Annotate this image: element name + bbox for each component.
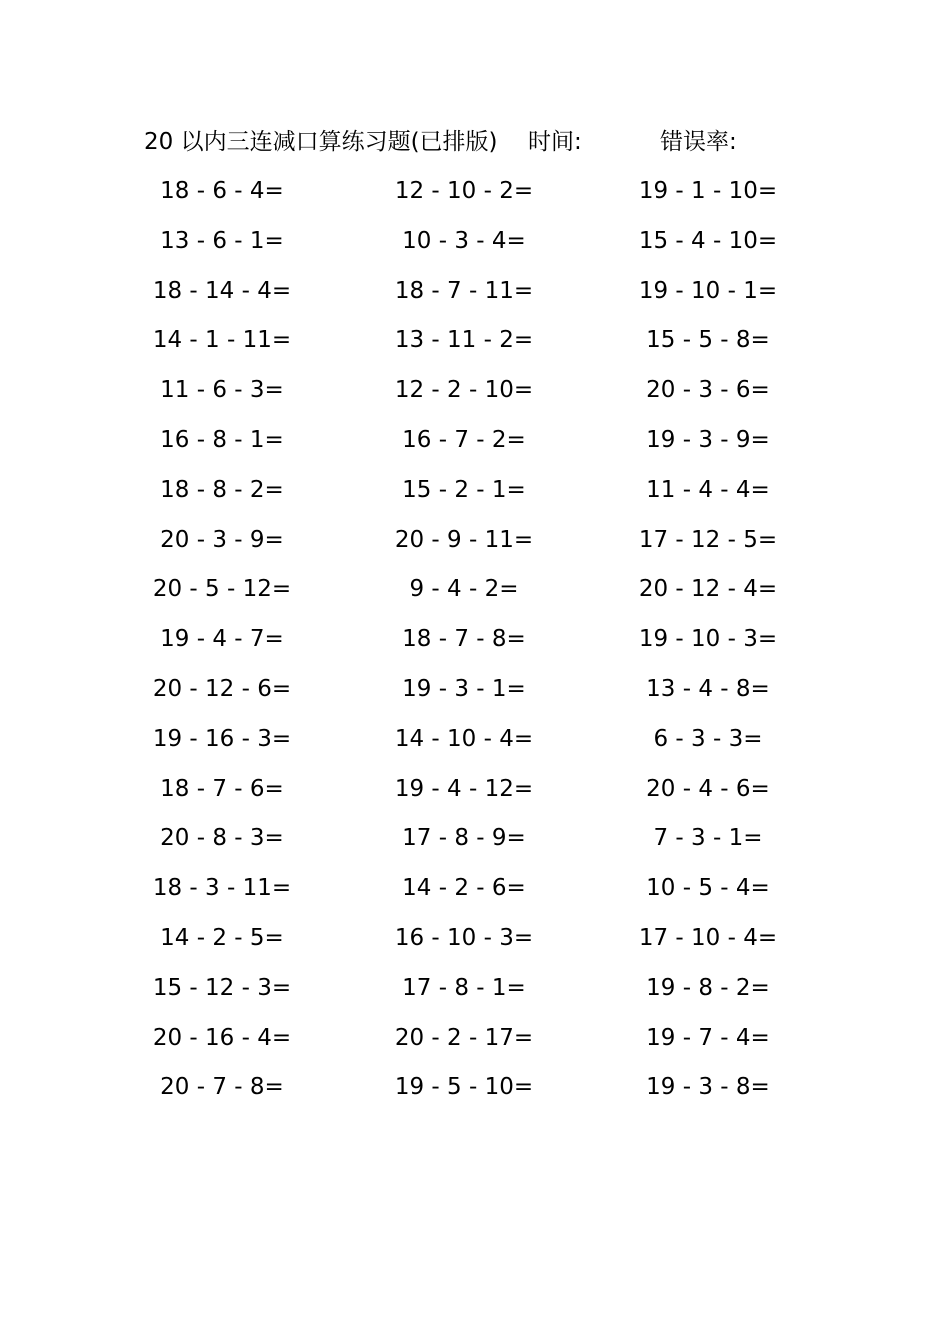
problem-row	[0, 168, 950, 218]
problem-row	[0, 1015, 950, 1065]
problem-item: 20 - 12 - 6=	[152, 675, 292, 702]
problem-item: 10 - 5 - 4=	[646, 875, 770, 902]
problem-item: 18 - 3 - 11=	[152, 875, 292, 902]
problem-item: 20 - 3 - 9=	[160, 526, 284, 553]
problem-row	[0, 218, 950, 268]
problem-item: 15 - 4 - 10=	[638, 227, 778, 254]
problem-item: 20 - 5 - 12=	[152, 576, 292, 603]
problem-item: 19 - 1 - 10=	[638, 178, 778, 204]
problem-row	[0, 317, 950, 367]
problem-row	[0, 367, 950, 417]
problem-row	[0, 1064, 950, 1114]
problem-row	[0, 268, 950, 318]
problem-item: 13 - 6 - 1=	[160, 227, 284, 254]
problem-row	[0, 865, 950, 915]
problem-row	[0, 666, 950, 716]
problem-row	[0, 616, 950, 666]
problem-item: 18 - 7 - 11=	[394, 277, 534, 304]
problem-item: 17 - 10 - 4=	[638, 924, 778, 951]
problem-item: 14 - 2 - 6=	[402, 875, 526, 902]
problem-item: 7 - 3 - 1=	[653, 825, 763, 852]
problem-item: 19 - 10 - 1=	[638, 277, 778, 304]
problem-item: 16 - 10 - 3=	[394, 924, 534, 951]
problem-item: 19 - 7 - 4=	[646, 1024, 770, 1051]
problem-item: 18 - 14 - 4=	[152, 277, 292, 304]
problem-item: 14 - 2 - 5=	[160, 924, 284, 951]
problem-item: 17 - 12 - 5=	[638, 526, 778, 553]
problem-item: 15 - 12 - 3=	[152, 974, 292, 1001]
problem-item: 16 - 8 - 1=	[160, 426, 284, 453]
problem-item: 18 - 8 - 2=	[160, 476, 284, 503]
problem-item: 20 - 4 - 6=	[646, 775, 770, 802]
problem-row	[0, 716, 950, 766]
problem-row	[0, 417, 950, 467]
problem-item: 12 - 10 - 2=	[394, 178, 534, 204]
problem-item: 10 - 3 - 4=	[402, 227, 526, 254]
problem-item: 20 - 3 - 6=	[646, 377, 770, 404]
problem-row	[0, 815, 950, 865]
problem-item: 18 - 7 - 6=	[160, 775, 284, 802]
problem-item: 15 - 5 - 8=	[646, 327, 770, 354]
problem-item: 20 - 7 - 8=	[160, 1074, 284, 1101]
problem-item: 20 - 16 - 4=	[152, 1024, 292, 1051]
problem-item: 19 - 8 - 2=	[646, 974, 770, 1001]
problem-item: 14 - 10 - 4=	[394, 725, 534, 752]
problem-item: 18 - 7 - 8=	[402, 626, 526, 653]
problem-item: 17 - 8 - 9=	[402, 825, 526, 852]
problem-item: 19 - 16 - 3=	[152, 725, 292, 752]
problem-item: 13 - 11 - 2=	[394, 327, 534, 354]
problem-row	[0, 766, 950, 816]
problem-item: 19 - 5 - 10=	[394, 1074, 534, 1101]
problem-item: 19 - 10 - 3=	[638, 626, 778, 653]
problem-item: 19 - 4 - 7=	[160, 626, 284, 653]
error-rate-label: 错误率:	[660, 129, 737, 155]
problem-row	[0, 467, 950, 517]
problem-item: 9 - 4 - 2=	[409, 576, 519, 603]
problem-item: 19 - 3 - 8=	[646, 1074, 770, 1101]
worksheet-header	[0, 124, 950, 160]
problem-item: 20 - 2 - 17=	[394, 1024, 534, 1051]
problem-row	[0, 566, 950, 616]
problem-item: 20 - 12 - 4=	[638, 576, 778, 603]
problem-row	[0, 965, 950, 1015]
problem-item: 16 - 7 - 2=	[402, 426, 526, 453]
problem-item: 6 - 3 - 3=	[653, 725, 763, 752]
problem-item: 11 - 6 - 3=	[160, 377, 284, 404]
problem-row	[0, 517, 950, 567]
problem-item: 13 - 4 - 8=	[646, 675, 770, 702]
problem-item: 19 - 3 - 9=	[646, 426, 770, 453]
time-label: 时间:	[528, 129, 582, 155]
worksheet-title: 20 以内三连减口算练习题(已排版)	[144, 129, 498, 155]
problem-item: 11 - 4 - 4=	[646, 476, 770, 503]
problem-item: 12 - 2 - 10=	[394, 377, 534, 404]
problem-item: 19 - 4 - 12=	[394, 775, 534, 802]
problem-item: 14 - 1 - 11=	[152, 327, 292, 354]
problem-item: 20 - 8 - 3=	[160, 825, 284, 852]
problem-grid	[0, 168, 950, 1114]
problem-item: 17 - 8 - 1=	[402, 974, 526, 1001]
problem-item: 20 - 9 - 11=	[394, 526, 534, 553]
problem-row	[0, 915, 950, 965]
problem-item: 18 - 6 - 4=	[160, 178, 284, 204]
problem-item: 15 - 2 - 1=	[402, 476, 526, 503]
problem-item: 19 - 3 - 1=	[402, 675, 526, 702]
